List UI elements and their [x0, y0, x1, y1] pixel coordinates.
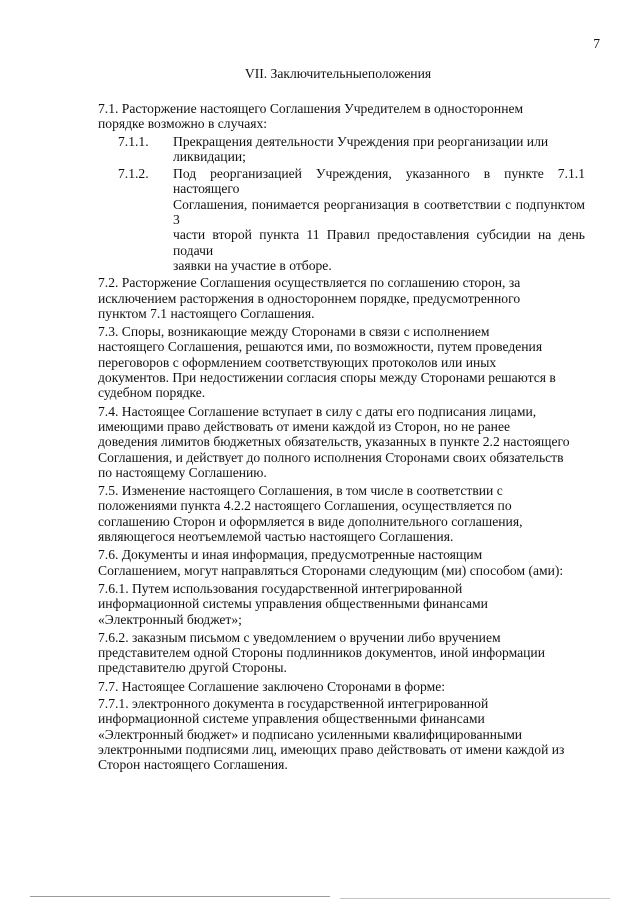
clause-7-1-2 — [98, 166, 585, 273]
document-body — [98, 101, 585, 772]
clause-7-4: 7.4. Настоящее Соглашение вступает в силу с даты его подписания лицами, имеющими право действовать от имени каждой из Сторон, но не ранее доведения лимитов бюджетных обязательств, указанных в пункте 2.2 настоящего Соглашения, и действует до полного исполнения Сторонами своих обязательств по настоящему Соглашению. — [98, 403, 570, 480]
clause-7-1-1 — [98, 134, 585, 165]
bottom-edge-line-right — [340, 898, 610, 899]
clause-7-5: 7.5. Изменение настоящего Соглашения, в том числе в соответствии с положениями пункта 4.2.2 настоящего Соглашения, осуществляется по соглашению Сторон и оформляется в виде дополнительного соглашения, являющегося неотъемлемой частью настоящего Соглашения. — [98, 483, 523, 545]
clause-7-1-1-number: 7.1.1. — [118, 133, 149, 149]
clause-7-6: 7.6. Документы и иная информация, предусмотренные настоящим Соглашением, могут направляться Сторонами следующим (ми) способом (ами): — [98, 547, 564, 578]
clause-7-7-1: 7.7.1. электронного документа в государственной интегрированной информационной системе управления общественными финансами «Электронный бюджет» и подписано усиленными квалифицированными электронными подписями лиц, имеющих право действовать от имени каждой из Сторон настоящего Соглашения. — [98, 695, 565, 773]
clause-7-2: 7.2. Расторжение Соглашения осуществляется по соглашению сторон, за исключением расторжения в одностороннем порядке, предусмотренного пунктом 7.1 настоящего Соглашения. — [98, 275, 521, 321]
clause-7-1: 7.1. Расторжение настоящего Соглашения Учредителем в одностороннем порядке возможно в случаях: — [98, 101, 524, 132]
clause-7-6-1: 7.6.1. Путем использования государственной интегрированной информационной системы управления общественными финансами «Электронный бюджет»; — [98, 580, 488, 627]
page-number: 7 — [593, 36, 600, 51]
clause-7-1-2-number: 7.1.2. — [118, 166, 149, 182]
clause-7-1-2-text: Под реорганизацией Учреждения, указанного в пункте 7.1.1 настоящего Соглашения, понимается реорганизация в соответствии с подпунктом 3 части второй пункта 11 Правил предоставления субсидии на день подачи заявки на участие в отборе. — [173, 166, 585, 273]
clause-7-7: 7.7. Настоящее Соглашение заключено Сторонами в форме: — [98, 678, 446, 694]
clause-7-3: 7.3. Споры, возникающие между Сторонами в связи с исполнением настоящего Соглашения, решаются ими, по возможности, путем проведения переговоров с оформлением соответствующих протоколов или иных документов. При недостижении согласия споры между Сторонами решаются в судебном порядке. — [98, 324, 556, 401]
section-title: VII. Заключительныеположения — [244, 66, 432, 81]
clause-7-6-2: 7.6.2. заказным письмом с уведомлением о вручении либо вручением представителем одной Стороны подлинников документов, иной информации представителю другой Стороны. — [98, 629, 545, 676]
clause-7-1-1-text: Прекращения деятельности Учреждения при реорганизации или ликвидации; — [173, 133, 549, 164]
bottom-edge-line — [30, 896, 330, 897]
